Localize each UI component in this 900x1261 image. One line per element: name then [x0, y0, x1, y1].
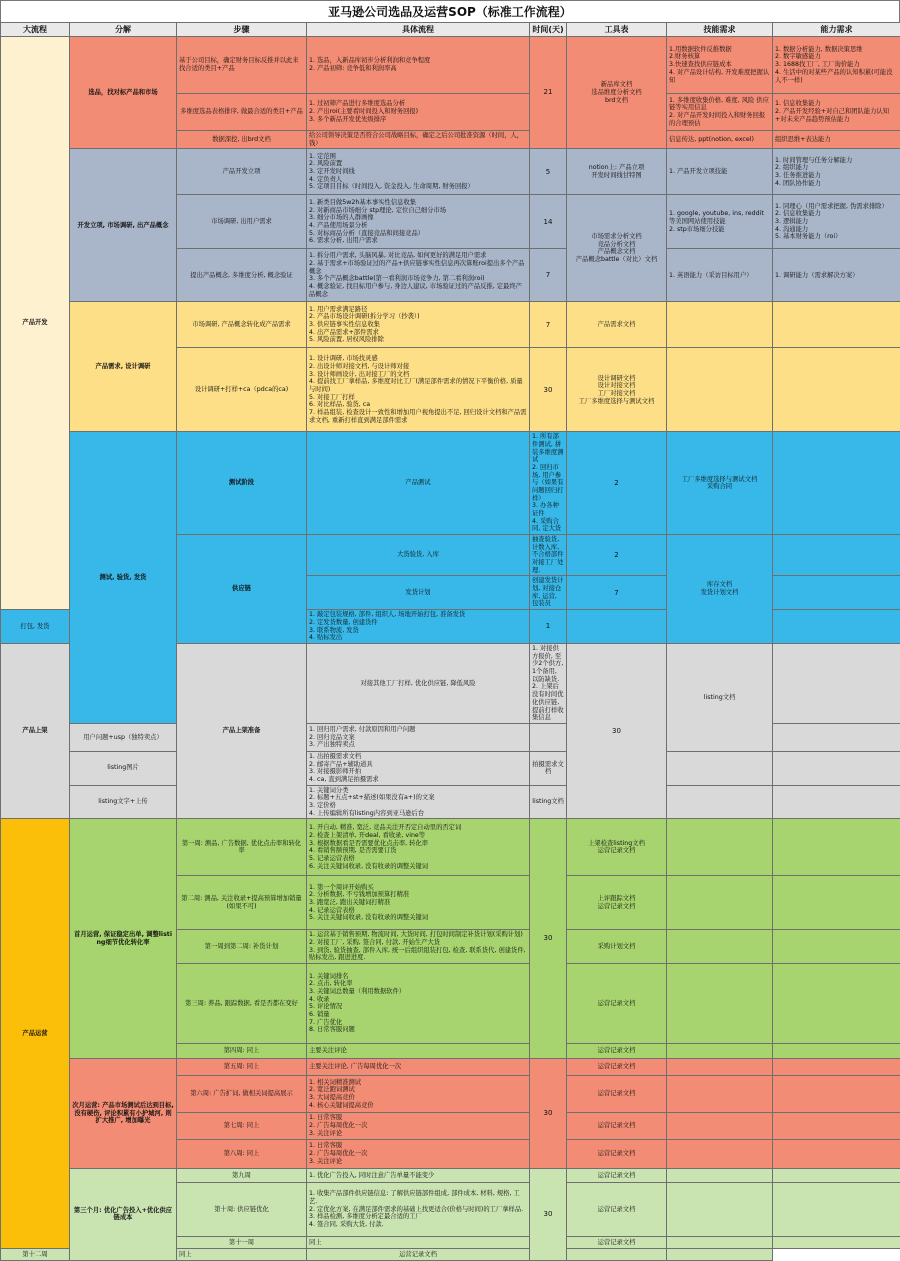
- table-cell: 30: [530, 1058, 567, 1168]
- table-cell: 1. 对接供方报价, 至少2个供方, 1个备用, 以防缺货. 2. 上架后没有时间优化供应链, 提前打样收集信息: [530, 644, 567, 724]
- table-cell: [773, 819, 900, 876]
- table-cell: [567, 610, 667, 644]
- table-cell: 提出产品概念, 多维度分析, 概念验证: [177, 249, 307, 302]
- table-cell: 1. 回归用户需求, 付款原因和用户问题 2. 回归竞品文案 3. 产出独特卖点: [307, 723, 530, 751]
- table-cell: [667, 1058, 773, 1075]
- table-cell: listing文档: [667, 644, 773, 752]
- table-cell: 1. 运营基于销售预期, 物流时间, 大货时间, 打包时间制定补货计划(采购计划) 2. 对接工厂, 采购, 签合同, 付款, 开始生产大货 3. 到货, 验货抽查, 部件入库, 统一后组织组装打包, 检查, 联系货代, 创建货件, 贴标发出, 跟进进度.: [307, 930, 530, 964]
- table-cell: 开发立项, 市场调研, 出产品概念: [70, 149, 177, 302]
- table-cell: 运营记录文档: [307, 1248, 530, 1260]
- table-cell: 给公司领导决策是否符合公司战略目标，确定之后公司批准资源（时间，人，钱）: [307, 131, 530, 149]
- table-cell: [773, 1058, 900, 1075]
- table-cell: 运营记录文档: [567, 963, 667, 1043]
- header-col-steps: 步骤: [177, 23, 307, 37]
- table-cell: 1.用数据软件反推数据 2.财务核算 3.快速查找供应链成本 4. 对产品设计结构, 开发难度把握认知: [667, 37, 773, 94]
- table-cell: [773, 302, 900, 348]
- table-cell: [773, 1139, 900, 1168]
- table-cell: 1. 拆分用户需求, 头脑风暴, 对比竞品, 如何更好的满足用户需求 2. 基于需求+市场验证过的产品+供应链事实性信息再次算账roi提出多个产品概念 3. 多个产品概念battle(第一看利润市场竞争力, 第二看利润roi) 4. 概念验证, 找目标用户参与, 身边人建议, 市场验证过的产品反推, 定最终产品概念: [307, 249, 530, 302]
- table-cell: [667, 1139, 773, 1168]
- table-cell: 1. 同理心（用户需求把握, 伪需求排除） 2. 信息收集能力 3. 逻辑能力 4. 沟通能力 5. 基本财务能力（roi）: [773, 195, 900, 249]
- table-cell: 21: [530, 37, 567, 149]
- table-cell: 产品开发: [1, 37, 70, 610]
- table-cell: 1. 关键词排名 2. 点击, 转化率 3. 关键词总数量（利用数据软件） 4. 收录 5. 评论情况 6. 销量 7. 广告优化 8. 日常客服问题: [307, 963, 530, 1043]
- table-cell: 新品库文档 选品维度分析文档 brd文档: [567, 37, 667, 149]
- table-cell: 1. 开自动, 精准, 宽泛, 竞品关注开否定自动里的否定词 2. 检查上架清单, 开deal, 看收录, vine等 3. 根据数据看是否需要优化点击率, 转化率 4. 看销售额预期, 是否需要订货 5. 记录运营表格 6. 关注关键词收录, 没有收录的调整关键词: [307, 819, 530, 876]
- table-cell: 1. 调研能力（需求解决方案）: [773, 249, 900, 302]
- table-cell: 打包, 发货: [1, 610, 70, 644]
- table-cell: [667, 785, 773, 819]
- table-cell: 组织思维+表达能力: [773, 131, 900, 149]
- table-cell: 1. 关键词分类 2. 标题+五点+st+描述(如果没有a+)的文案 3. 定价格 4. 上传编辑所有listing内容到亚马逊后台: [307, 785, 530, 819]
- table-cell: 采购计划文档: [567, 930, 667, 964]
- table-cell: 30: [530, 1168, 567, 1260]
- table-cell: 1. 第一个周评开始购买 2. 分析数据, 不亏钱增加预算打精准 3. 跑宽泛, 跑出关键词打精准 4. 记录运营表格 5. 关注关键词收录, 没有收录的调整关键词: [307, 876, 530, 930]
- table-row: [1, 37, 900, 94]
- table-cell: listing文字+上传: [70, 785, 177, 819]
- table-cell: 运营记录文档: [567, 1236, 667, 1248]
- table-cell: [667, 1182, 773, 1236]
- table-cell: 第二周: 测品, 关注收录+提高预算增加销量(如果不可): [177, 876, 307, 930]
- table-cell: 1. 优化广告投入, 同时注意广告单量不能变少: [307, 1168, 530, 1182]
- table-cell: [773, 1112, 900, 1139]
- table-cell: [667, 348, 773, 432]
- table-cell: 1. 设计调研, 市场找灵感 2. 出设计师对接文档, 与设计师对接 3. 设计师画设计, 出对接工厂的文档 4. 提前找工厂拿样品, 多维度对比工厂(满足部件需求的情况下平衡价格, 质量与时间) 5. 对接工厂打样 6. 对比样品, 验货, ca 7. 样品组装, 检查设计一致性和增加用户视角提出不足, 回归设计文档和产品需求文档, 重新打样直到满足部件需求: [307, 348, 530, 432]
- table-cell: [773, 751, 900, 785]
- table-cell: 1. 收集产品部件供应链信息: 了解供应链部件组成, 部件成本, 材料, 规格, 工艺. 2. 定优化方案, 在满足部件需求的基础上找更适合(价格与时间)的工厂拿样品. 3. 样品检测, 多维度分析定最合适的工厂 4. 签合同, 采购大货, 付款.: [307, 1182, 530, 1236]
- table-cell: 1. 数据分析能力, 数据决策思维 2. 数字敏感能力 3. 1688找工厂, 工厂询价能力 4. 生活中的对某些产品的认知积累(可能没人不一样): [773, 37, 900, 94]
- table-row: [1, 785, 900, 819]
- table-cell: 信息传达, ppt(notion, excel): [667, 131, 773, 149]
- header-row: [1, 23, 900, 37]
- table-cell: [667, 963, 773, 1043]
- table-cell: 1. 多维度收集价格, 难度, 风险 供应链等实用信息 2. 对产品开发时间投入和财务回报的合理预估: [667, 94, 773, 131]
- table-cell: 第十二周: [1, 1248, 70, 1260]
- header-col-abilities: 能力需求: [773, 23, 900, 37]
- table-cell: [567, 1248, 667, 1260]
- table-cell: 5: [530, 149, 567, 195]
- sop-table: [0, 22, 900, 1261]
- table-cell: [667, 302, 773, 348]
- table-row: [1, 819, 900, 876]
- table-cell: [773, 1168, 900, 1182]
- table-cell: 1. 选品，入新品库初步分析利润和竞争程度 2. 产品初筛: 竞争低和利润率高: [307, 37, 530, 94]
- table-cell: 1. 产品开发立项技能: [667, 149, 773, 195]
- table-cell: 次月运营: 产品市场测试后达到目标, 没有硬伤, 评论积累有小护城河, 则扩大推广, 增加曝光: [70, 1058, 177, 1168]
- table-cell: 产品上架: [1, 644, 70, 819]
- table-cell: 发货计划: [307, 576, 530, 610]
- table-cell: [773, 348, 900, 432]
- table-cell: [530, 723, 567, 751]
- table-cell: 30: [567, 644, 667, 819]
- table-cell: 创建发货计划, 对接仓库, 运营, 包装员: [530, 576, 567, 610]
- table-cell: [773, 535, 900, 576]
- table-cell: 产品运营: [1, 819, 70, 1249]
- table-cell: 市场需求分析文档 竞品分析文档 产品概念文档 产品概念battle（对比）文档: [567, 195, 667, 302]
- table-cell: listing文档: [530, 785, 567, 819]
- table-cell: 运营记录文档: [567, 1043, 667, 1058]
- header-col-tools: 工具表: [567, 23, 667, 37]
- table-cell: 1: [530, 610, 567, 644]
- table-cell: [667, 1075, 773, 1112]
- table-cell: 第七周: 同上: [177, 1112, 307, 1139]
- table-cell: [667, 819, 773, 876]
- table-cell: 1. 所有部件测试, 拼装多维度测试 2. 回归市场, 用户参与（如果有问题回归打样） 3. 办各种证件 4. 采购合同, 定大货: [530, 432, 567, 535]
- table-cell: 上评跟踪文档 运营记录文档: [567, 876, 667, 930]
- table-cell: 1. 敲定包装规格, 部件, 组织人, 场地开始打包, 准备发货 2. 定发货数量, 创建货件 3. 联系物流, 发货 4. 贴标发出: [307, 610, 530, 644]
- table-cell: 7: [530, 302, 567, 348]
- table-row: [1, 751, 900, 785]
- table-cell: [667, 1043, 773, 1058]
- header-col-days: 时间(天): [530, 23, 567, 37]
- table-cell: 测试, 验货, 发货: [70, 432, 177, 724]
- table-cell: [773, 576, 900, 610]
- table-cell: 产品测试: [307, 432, 530, 535]
- table-cell: 2: [567, 432, 667, 535]
- table-cell: 30: [530, 348, 567, 432]
- table-cell: 多维度选品表格排序, 做最合适的类目+产品: [177, 94, 307, 131]
- table-cell: 第八周: 同上: [177, 1139, 307, 1168]
- table-cell: [667, 751, 773, 785]
- table-cell: 第九周: [177, 1168, 307, 1182]
- table-cell: [773, 785, 900, 819]
- table-cell: 库存文档 发货计划文档: [667, 535, 773, 644]
- table-cell: [773, 876, 900, 930]
- table-cell: 抽查验货, 计数入库, 不合格部件对接工厂处理.: [530, 535, 567, 576]
- table-cell: 第十周: 供应链优化: [177, 1182, 307, 1236]
- table-cell: 第六周: 广告扩词, 做相关词提高展示: [177, 1075, 307, 1112]
- table-cell: 数据深挖, 出brd文档: [177, 131, 307, 149]
- table-cell: 基于公司目标，确定财务目标反推并以此来找合适的类目+产品: [177, 37, 307, 94]
- table-row: [1, 432, 900, 535]
- table-cell: [667, 1248, 773, 1260]
- table-cell: 主要关注评论: [307, 1043, 530, 1058]
- table-cell: 1. google, youtube, ins, reddit等美国网站使用技能 2. stp市场细分技能: [667, 195, 773, 249]
- table-cell: 第三个月: 优化广告投入+优化供应链成本: [70, 1168, 177, 1260]
- table-cell: 测试阶段: [177, 432, 307, 535]
- table-cell: 1. 相关词精准测试 2. 宽泛跑词测试 3. 大词提高竞价 4. 核心关键词提高竞价: [307, 1075, 530, 1112]
- table-cell: [667, 1112, 773, 1139]
- table-row: [1, 149, 900, 195]
- table-cell: [667, 876, 773, 930]
- table-row: [1, 1058, 900, 1075]
- table-cell: 同上: [307, 1236, 530, 1248]
- table-cell: 用户问题+usp（独特卖点）: [70, 723, 177, 751]
- table-cell: 产品需求文档: [567, 302, 667, 348]
- table-cell: notion上: 产品立项 开发时间线甘特图: [567, 149, 667, 195]
- table-cell: 运营记录文档: [567, 1075, 667, 1112]
- table-cell: 设计调研文档 设计对接文档 工厂对接文档 工厂多维度选择与测试文档: [567, 348, 667, 432]
- table-cell: 7: [567, 576, 667, 610]
- table-cell: 选品，找对标产品和市场: [70, 37, 177, 149]
- table-cell: 第一周到第二周: 补货计划: [177, 930, 307, 964]
- table-cell: 首月运营, 保证稳定出单, 调整listing细节优化转化率: [70, 819, 177, 1059]
- table-cell: 1. 过初筛产品进行多维度选品分析 2. 产出roi(主要看时间投入和财务回报) 3. 多个新品开发优先级排序: [307, 94, 530, 131]
- table-cell: 第三周: 养品, 跟踪数据, 看是否都在变好: [177, 963, 307, 1043]
- table-cell: [773, 723, 900, 751]
- table-cell: 供应链: [177, 535, 307, 644]
- table-cell: 1. 定范围 2. 风险前置 3. 定开发时间线 4. 定负责人 5. 定项目目标（时间投入, 资金投入, 生命周期, 财务回报）: [307, 149, 530, 195]
- sheet-title: 亚马逊公司选品及运营SOP（标准工作流程）: [0, 0, 900, 22]
- table-cell: 产品开发立项: [177, 149, 307, 195]
- table-cell: 第一周: 测品, 广告数据, 优化点击率和转化率: [177, 819, 307, 876]
- table-row: [1, 302, 900, 348]
- header-col-process: 具体流程: [307, 23, 530, 37]
- table-cell: listing图片: [70, 751, 177, 785]
- table-cell: [773, 930, 900, 964]
- table-cell: 7: [530, 249, 567, 302]
- table-cell: [773, 432, 900, 535]
- table-cell: [773, 963, 900, 1043]
- table-row: [1, 1168, 900, 1182]
- table-cell: 1. 日常客服 2. 广告每周优化一次 3. 关注评论: [307, 1112, 530, 1139]
- table-cell: 运营记录文档: [567, 1112, 667, 1139]
- table-cell: 30: [530, 819, 567, 1059]
- table-cell: 运营记录文档: [567, 1168, 667, 1182]
- table-cell: [773, 1043, 900, 1058]
- header-col-skills: 技能需求: [667, 23, 773, 37]
- table-cell: 运营记录文档: [567, 1058, 667, 1075]
- table-cell: [667, 1236, 773, 1248]
- table-cell: 拍摄需求文档: [530, 751, 567, 785]
- table-cell: 第十一周: [177, 1236, 307, 1248]
- table-cell: [773, 644, 900, 724]
- table-cell: [773, 1075, 900, 1112]
- table-cell: [667, 1168, 773, 1182]
- table-cell: 1. 英语能力（采访目标用户）: [667, 249, 773, 302]
- header-col-stage: 大流程: [1, 23, 70, 37]
- table-cell: 对接其他工厂打样, 优化供应链, 降低风险: [307, 644, 530, 724]
- table-cell: 14: [530, 195, 567, 249]
- table-cell: 第四周: 同上: [177, 1043, 307, 1058]
- table-cell: 1. 新类目做5w2h基本事实性信息收集 2. 对新商品市场细分 stp理论, 定位自己细分市场 3. 细分市场的人群画像 4. 产品使用场景分析 5. 对标商品分析（直接竞品和间接竞品） 6. 需求分析, 出用户需求: [307, 195, 530, 249]
- table-cell: [773, 610, 900, 644]
- table-cell: 产品需求, 设计调研: [70, 302, 177, 432]
- table-cell: 1. 出拍摄需求文档 2. 邮寄产品+辅助道具 3. 对接摄影师开拍 4. ca, 直到满足拍摄需求: [307, 751, 530, 785]
- table-cell: 1. 用户需求满足路径 2. 产品市场设计调研(拆分学习（抄袭）) 3. 供应链事实性信息收集 4. 出产品需求+部件需求 5. 风险前置, 居权风险排除: [307, 302, 530, 348]
- table-cell: [773, 1236, 900, 1248]
- table-cell: 市场调研, 出用户需求: [177, 195, 307, 249]
- table-cell: 主要关注评论, 广告每周优化一次: [307, 1058, 530, 1075]
- table-cell: 大货验货, 入库: [307, 535, 530, 576]
- table-cell: 1. 日常客服 2. 广告每周优化一次 3. 关注评论: [307, 1139, 530, 1168]
- table-cell: 同上: [177, 1248, 307, 1260]
- table-cell: 上架检查listing文档 运营记录文档: [567, 819, 667, 876]
- table-cell: 运营记录文档: [567, 1139, 667, 1168]
- table-cell: 1. 信息收集能力 2. 产品开发经验+对自己和团队能力认知+对未来产品趋势预估能力: [773, 94, 900, 131]
- table-cell: 第五周: 同上: [177, 1058, 307, 1075]
- header-col-breakdown: 分解: [70, 23, 177, 37]
- table-cell: 运营记录文档: [567, 1182, 667, 1236]
- table-cell: 产品上架准备: [177, 644, 307, 819]
- table-cell: [773, 1182, 900, 1236]
- table-cell: 工厂多维度选择与测试文档 采购合同: [667, 432, 773, 535]
- table-cell: 市场调研, 产品概念转化成产品需求: [177, 302, 307, 348]
- table-cell: 1. 时间管理与任务分解能力 2. 组织能力 3. 任务推进能力 4. 团队协作能力: [773, 149, 900, 195]
- table-cell: 设计调研+打样+ca（pdca的ca): [177, 348, 307, 432]
- table-cell: [667, 930, 773, 964]
- table-cell: 2: [567, 535, 667, 576]
